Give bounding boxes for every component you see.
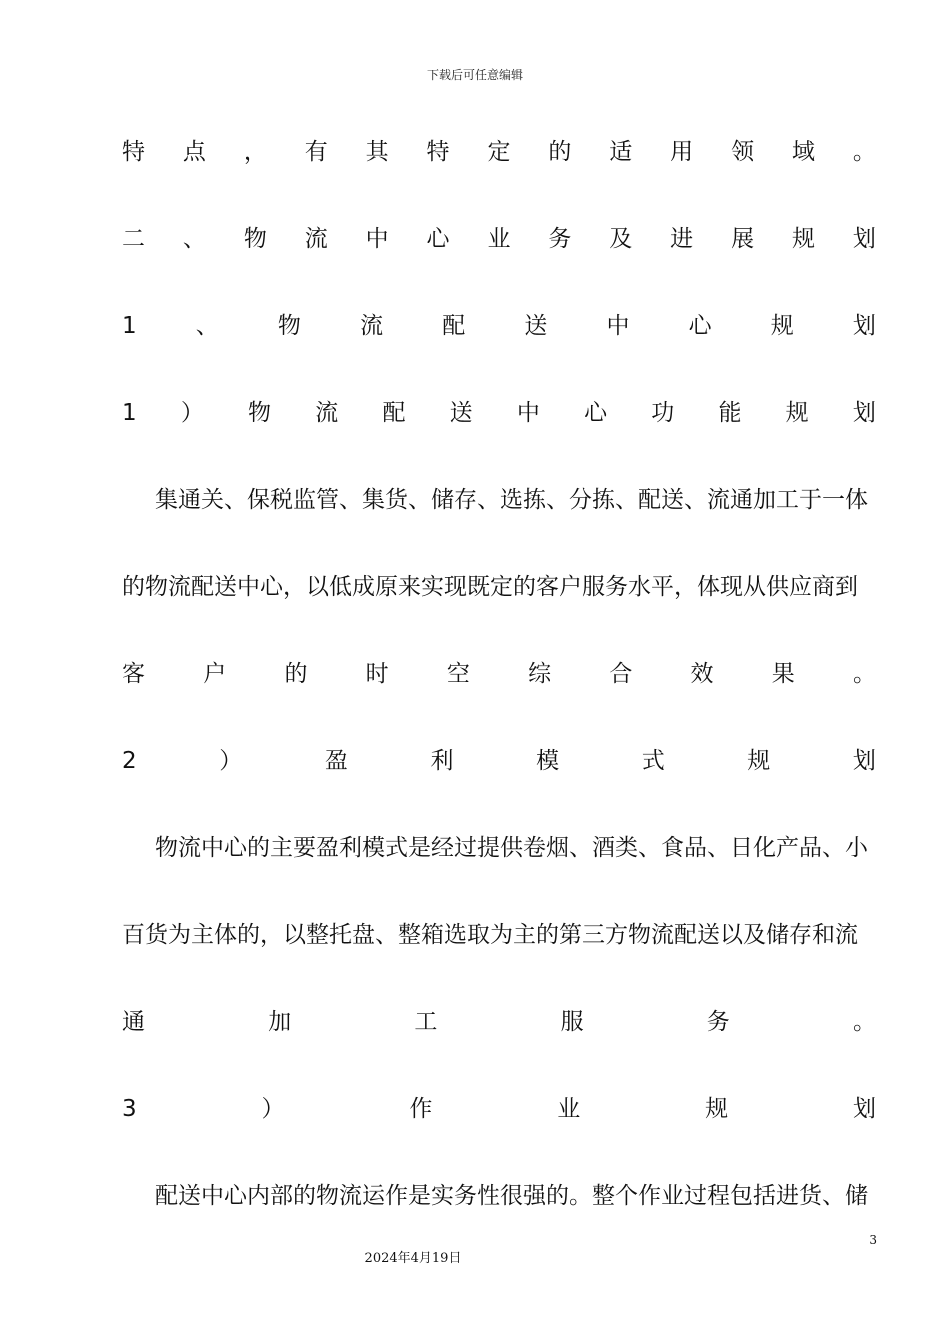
page-footer-date: 2024年4月19日 — [364, 1251, 462, 1266]
glyph: 1 — [122, 313, 137, 339]
glyph: 及 — [609, 226, 633, 252]
glyph: 。 — [852, 1009, 876, 1035]
glyph: 适 — [609, 139, 633, 165]
glyph: 工 — [414, 1009, 438, 1035]
glyph: ） — [180, 400, 204, 426]
glyph: 划 — [852, 1096, 876, 1122]
glyph: 划 — [852, 748, 876, 774]
glyph: 2 — [122, 748, 137, 774]
glyph: ） — [219, 748, 243, 774]
glyph: 点 — [182, 139, 206, 165]
item-heading-1 — [122, 398, 876, 428]
glyph: ） — [261, 1096, 285, 1122]
glyph: 功 — [651, 400, 675, 426]
body-line-1 — [122, 137, 876, 167]
glyph: 的 — [284, 661, 308, 687]
glyph: 式 — [641, 748, 665, 774]
glyph: 定 — [487, 139, 511, 165]
paragraph-2-line-2: 百货为主体的，以整托盘、整箱选取为主的第三方物流配送以及储存和流 — [122, 922, 858, 948]
glyph: 。 — [852, 139, 876, 165]
glyph: 能 — [718, 400, 742, 426]
glyph: 配 — [442, 313, 466, 339]
section-heading — [122, 224, 876, 254]
glyph: 务 — [706, 1009, 730, 1035]
glyph: 、 — [195, 313, 219, 339]
glyph: 展 — [731, 226, 755, 252]
glyph: 物 — [277, 313, 301, 339]
glyph: 特 — [122, 139, 145, 165]
glyph: 空 — [446, 661, 470, 687]
glyph: 。 — [852, 661, 876, 687]
glyph: 心 — [584, 400, 608, 426]
item-heading-3 — [122, 1094, 876, 1124]
glyph: 配 — [382, 400, 406, 426]
glyph: 物 — [243, 226, 267, 252]
glyph: 中 — [516, 400, 540, 426]
glyph: 划 — [852, 226, 876, 252]
glyph: 流 — [360, 313, 384, 339]
glyph: 综 — [528, 661, 552, 687]
glyph: 划 — [852, 400, 876, 426]
glyph: 的 — [548, 139, 572, 165]
page-number: 3 — [869, 1233, 877, 1247]
glyph: 域 — [791, 139, 815, 165]
paragraph-1-line-3 — [122, 659, 876, 689]
glyph: 客 — [122, 661, 145, 687]
glyph: 划 — [852, 313, 876, 339]
glyph: 物 — [248, 400, 272, 426]
glyph: 二 — [122, 226, 145, 252]
glyph: 领 — [731, 139, 755, 165]
paragraph-1-line-1: 集通关、保税监管、集货、储存、选拣、分拣、配送、流通加工于一体 — [155, 487, 868, 513]
paragraph-2-line-3 — [122, 1007, 876, 1037]
paragraph-3-line-1: 配送中心内部的物流运作是实务性很强的。整个作业过程包括进货、储 — [155, 1183, 868, 1209]
glyph: 送 — [449, 400, 473, 426]
glyph: 服 — [560, 1009, 584, 1035]
glyph: 规 — [770, 313, 794, 339]
glyph: 规 — [747, 748, 771, 774]
glyph: 作 — [409, 1096, 433, 1122]
glyph: 业 — [487, 226, 511, 252]
glyph: 1 — [122, 400, 137, 426]
glyph: 进 — [670, 226, 694, 252]
glyph: 规 — [785, 400, 809, 426]
glyph: 规 — [791, 226, 815, 252]
glyph: 有 — [304, 139, 328, 165]
glyph: 盈 — [324, 748, 348, 774]
page-header: 下载后可任意编辑 — [426, 68, 523, 82]
glyph: 时 — [365, 661, 389, 687]
glyph: 流 — [304, 226, 328, 252]
glyph: 果 — [771, 661, 795, 687]
paragraph-2-line-1: 物流中心的主要盈利模式是经过提供卷烟、酒类、食品、日化产品、小 — [155, 835, 868, 861]
glyph: 心 — [688, 313, 712, 339]
item-heading-2 — [122, 746, 876, 776]
glyph: 务 — [548, 226, 572, 252]
glyph: 特 — [426, 139, 450, 165]
glyph: 用 — [670, 139, 694, 165]
glyph: 业 — [557, 1096, 581, 1122]
glyph: 心 — [426, 226, 450, 252]
glyph: 3 — [122, 1096, 137, 1122]
glyph: 流 — [315, 400, 339, 426]
glyph: 规 — [705, 1096, 729, 1122]
glyph: 效 — [690, 661, 714, 687]
glyph: 送 — [524, 313, 548, 339]
glyph: 户 — [203, 661, 227, 687]
glyph: 加 — [268, 1009, 292, 1035]
glyph: 模 — [536, 748, 560, 774]
glyph: 合 — [609, 661, 633, 687]
glyph: 、 — [182, 226, 206, 252]
glyph: 中 — [606, 313, 630, 339]
glyph: 通 — [122, 1009, 145, 1035]
glyph: 其 — [365, 139, 389, 165]
glyph: ， — [243, 139, 267, 165]
paragraph-1-line-2: 的物流配送中心，以低成原来实现既定的客户服务水平，体现从供应商到 — [122, 574, 858, 600]
glyph: 利 — [430, 748, 454, 774]
subsection-heading — [122, 311, 876, 341]
glyph: 中 — [365, 226, 389, 252]
